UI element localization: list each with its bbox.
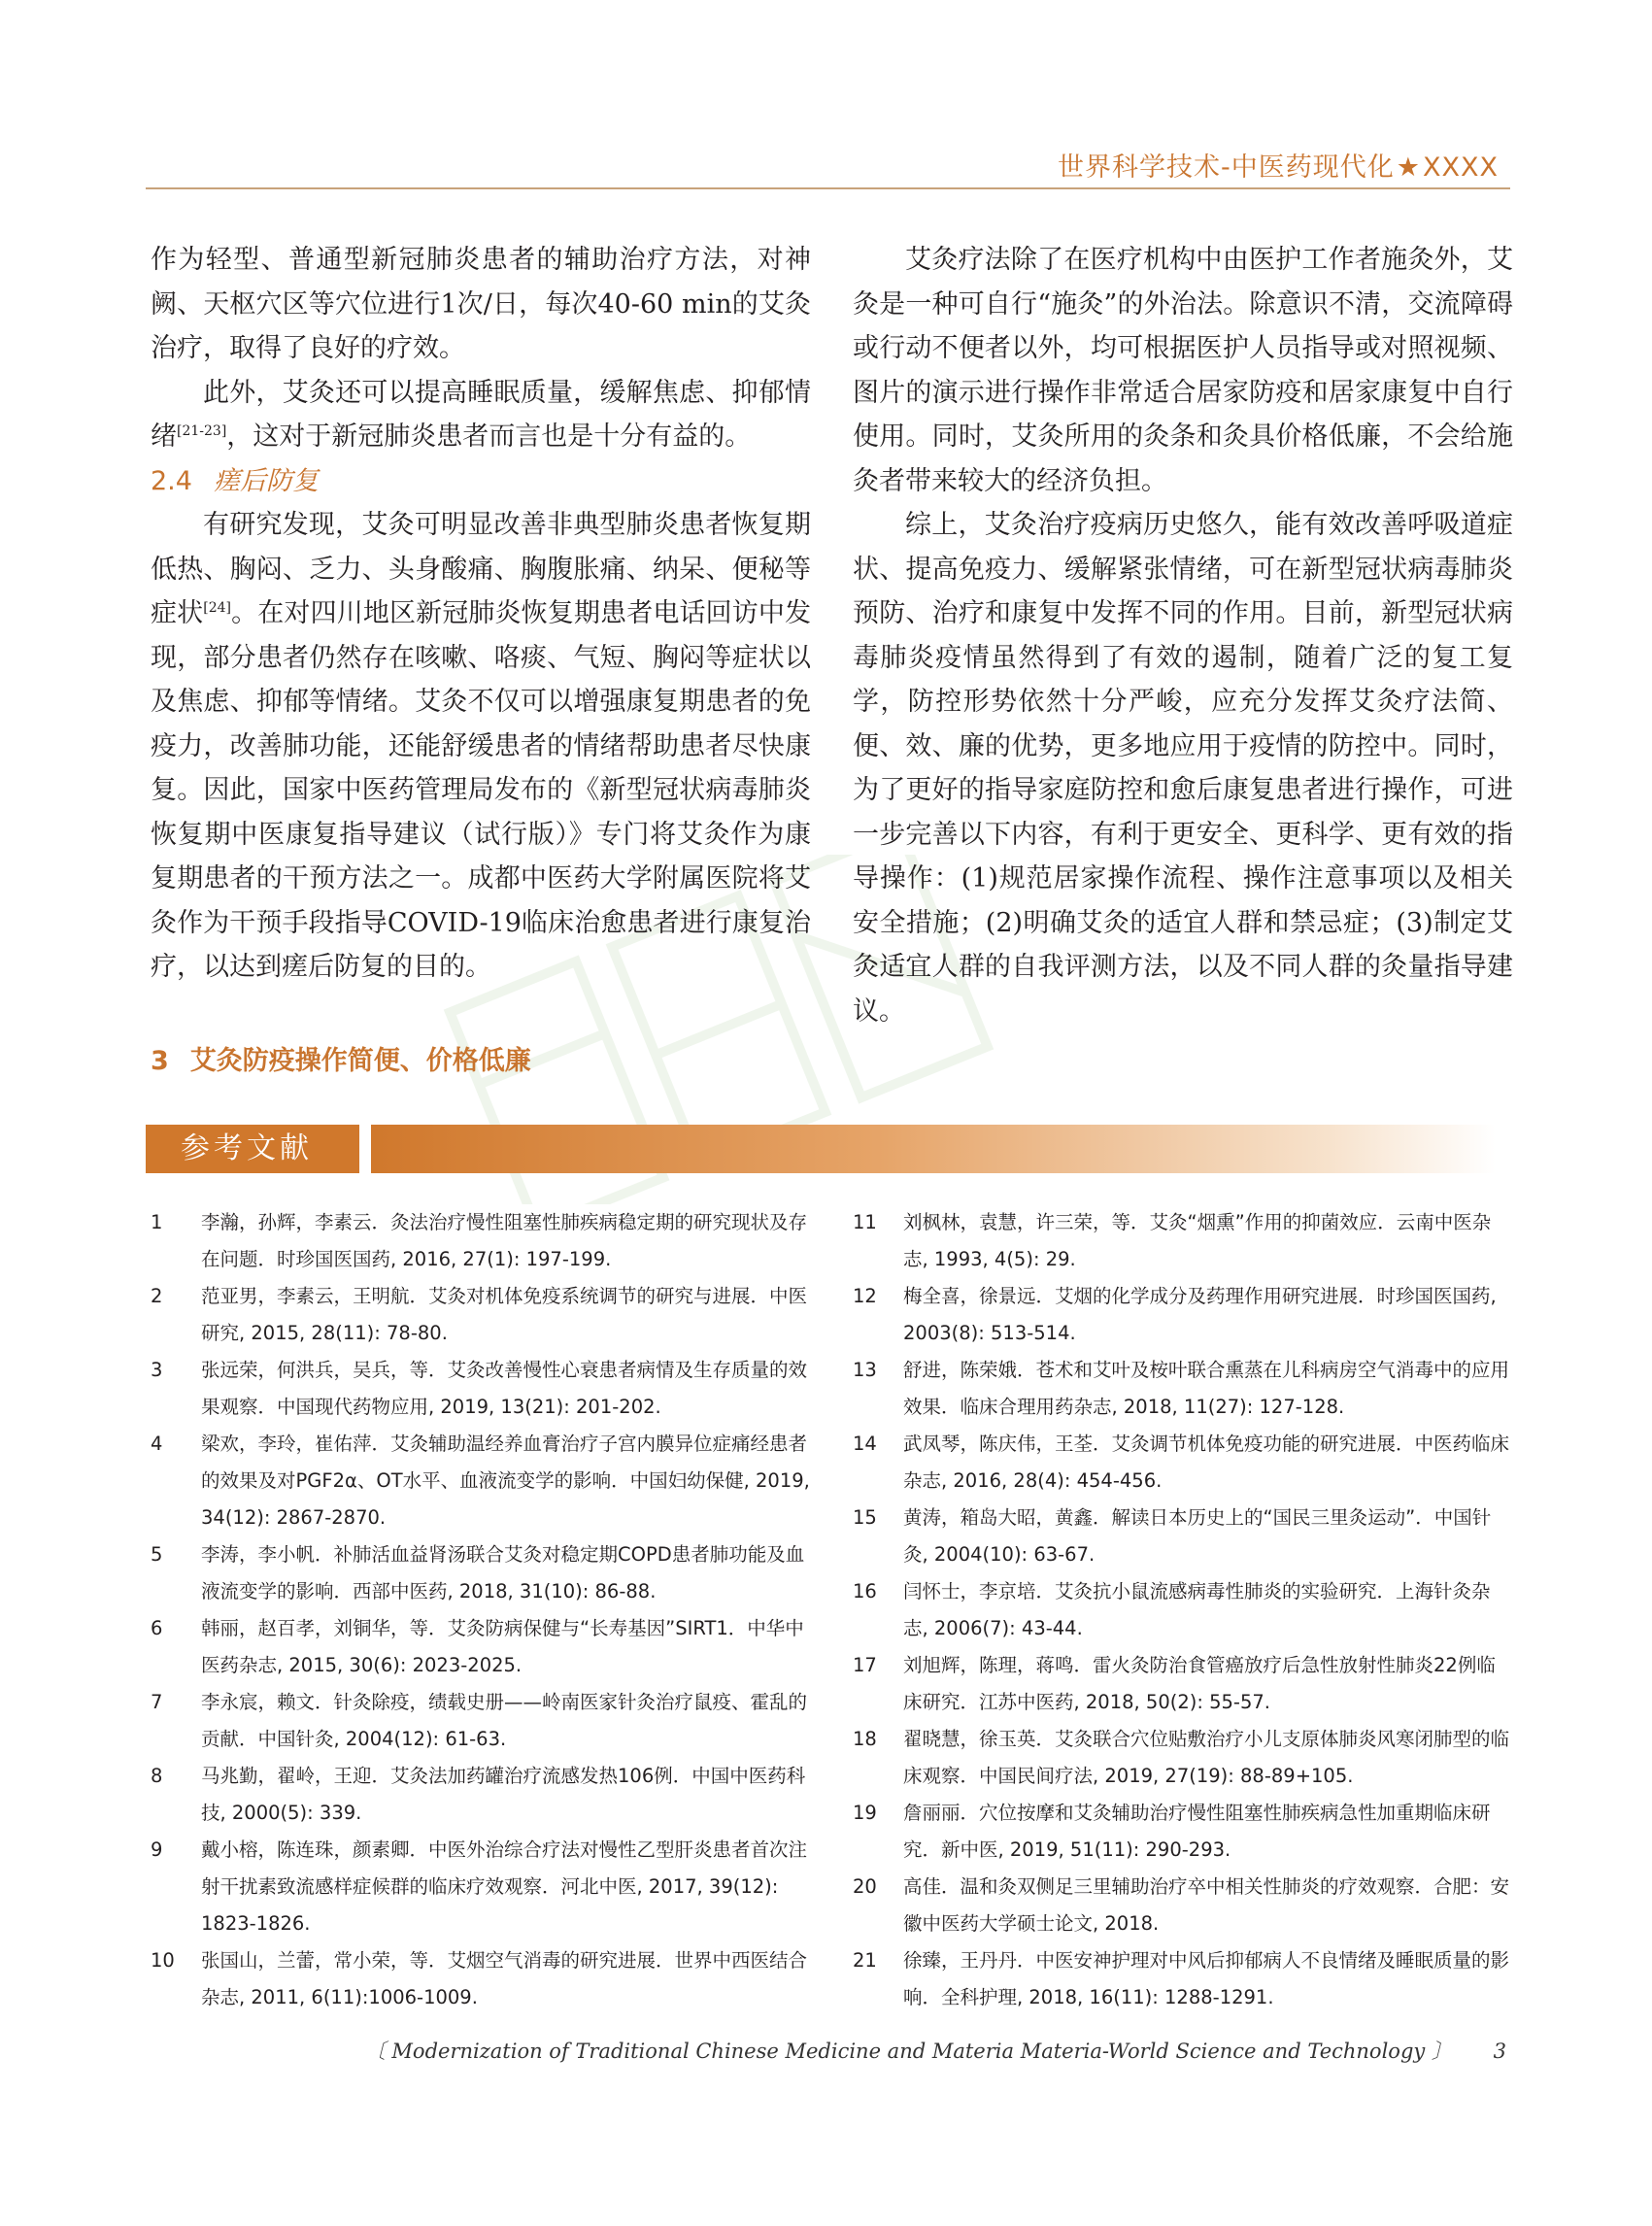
right-paragraph-2: 综上，艾灸治疗疫病历史悠久，能有效改善呼吸道症状、提高免疫力、缓解紧张情绪，可在新型冠状病毒肺炎预防、治疗和康复中发挥不同的作用。目前，新型冠状病毒肺炎疫情虽然得到了有效的遏制，随着广泛的复工复学，防控形势依然十分严峻，应充分发挥艾灸疗法简、便、效、廉的优势，更多地应用于疫情的防控中。同时，为了更好的指导家庭防控和愈后康复患者进行操作，可进一步完善以下内容，有利于更安全、更科学、更有效的指导操作：(1)规范居家操作流程、操作注意事项以及相关安全措施；(2)明确艾灸的适宜人群和禁忌症；(3)制定艾灸适宜人群的自我评测方法，以及不同人群的灸量指导建议。 <box>853 510 1513 1027</box>
reference-item <box>853 1278 1513 1352</box>
reference-number: 11 <box>853 1211 877 1233</box>
reference-text: 武凤琴，陈庆伟，王荃．艾灸调节机体免疫功能的研究进展．中医药临床杂志, 2016, 28(4): 454-456. <box>903 1433 1510 1492</box>
banner-gradient-bar <box>371 1125 1496 1173</box>
reference-text: 梁欢，李玲，崔佑萍．艾灸辅助温经养血膏治疗子宫内膜异位症痛经患者的效果及对PGF2α、OT水平、血液流变学的影响．中国妇幼保健, 2019, 34(12): 2867-2870. <box>201 1433 810 1529</box>
reference-item <box>853 1426 1513 1500</box>
reference-item <box>853 1721 1513 1795</box>
reference-number: 20 <box>853 1875 877 1898</box>
page-footer: 〔 Modernization of Traditional Chinese Medicine and Materia Materia-World Science and Technology 〕 3 <box>364 2040 1506 2063</box>
reference-item <box>151 1352 811 1426</box>
header-journal-title: 世界科学技术-中医药现代化 <box>1058 152 1395 183</box>
reference-text: 张国山，兰蕾，常小荣，等．艾烟空气消毒的研究进展．世界中西医结合杂志, 2011, 6(11):1006-1009. <box>201 1949 808 2008</box>
reference-item <box>151 1758 811 1832</box>
references-left-column <box>151 1204 811 2016</box>
left-body-column <box>151 238 811 990</box>
reference-number: 14 <box>853 1433 877 1455</box>
reference-item <box>853 1647 1513 1721</box>
right-body-column <box>853 238 1513 1033</box>
reference-number: 8 <box>151 1765 163 1787</box>
reference-item <box>151 1684 811 1758</box>
reference-item <box>151 1942 811 2016</box>
citation[interactable]: [21-23] <box>177 423 227 439</box>
reference-number: 5 <box>151 1543 163 1566</box>
reference-number: 1 <box>151 1211 163 1233</box>
left-paragraph-3: 有研究发现，艾灸可明显改善非典型肺炎患者恢复期低热、胸闷、乏力、头身酸痛、胸腹胀痛、纳呆、便秘等症状[24]。在对四川地区新冠肺炎恢复期患者电话回访中发现，部分患者仍然存在咳嗽、咯痰、气短、胸闷等症状以及焦虑、抑郁等情绪。艾灸不仅可以增强康复期患者的免疫力，改善肺功能，还能舒缓患者的情绪帮助患者尽快康复。因此，国家中医药管理局发布的《新型冠状病毒肺炎恢复期中医康复指导建议（试行版）》专门将艾灸作为康复期患者的干预方法之一。成都中医药大学附属医院将艾灸作为干预手段指导COVID-19临床治愈患者进行康复治疗，以达到瘥后防复的目的。 <box>151 510 812 982</box>
reference-item <box>151 1610 811 1684</box>
reference-item <box>853 1869 1513 1942</box>
reference-text: 徐臻，王丹丹．中医安神护理对中风后抑郁病人不良情绪及睡眠质量的影响．全科护理, 2018, 16(11): 1288-1291. <box>903 1949 1510 2008</box>
reference-text: 李瀚，孙辉，李素云．灸法治疗慢性阻塞性肺疾病稳定期的研究现状及存在问题．时珍国医国药, 2016, 27(1): 197-199. <box>201 1211 808 1270</box>
references-heading: 参考文献 <box>146 1125 359 1173</box>
running-header <box>1058 146 1499 184</box>
reference-number: 16 <box>853 1580 877 1602</box>
reference-number: 10 <box>151 1949 175 1972</box>
reference-text: 詹丽丽．穴位按摩和艾灸辅助治疗慢性阻塞性肺疾病急性加重期临床研究．新中医, 2019, 51(11): 290-293. <box>903 1802 1491 1861</box>
reference-text: 马兆勤，翟岭，王迎．艾灸法加药罐治疗流感发热106例．中国中医药科技, 2000(5): 339. <box>201 1765 806 1824</box>
references-right-column <box>853 1204 1513 2016</box>
reference-text: 黄涛，箱岛大昭，黄鑫．解读日本历史上的“国民三里灸运动”．中国针灸, 2004(10): 63-67. <box>903 1506 1492 1566</box>
reference-text: 舒进，陈荣娥．苍术和艾叶及桉叶联合熏蒸在儿科病房空气消毒中的应用效果．临床合理用药杂志, 2018, 11(27): 127-128. <box>903 1359 1510 1418</box>
star-icon: ★ <box>1396 152 1421 183</box>
reference-text: 张远荣，何洪兵，吴兵，等．艾灸改善慢性心衰患者病情及生存质量的效果观察．中国现代药物应用, 2019, 13(21): 201-202. <box>201 1359 808 1418</box>
reference-text: 李永宸，赖文．针灸除疫，绩载史册——岭南医家针灸治疗鼠疫、霍乱的贡献．中国针灸, 2004(12): 61-63. <box>201 1691 808 1750</box>
reference-item <box>853 1204 1513 1278</box>
reference-item <box>853 1795 1513 1869</box>
reference-number: 9 <box>151 1838 163 1861</box>
reference-item <box>151 1536 811 1610</box>
reference-number: 2 <box>151 1285 163 1307</box>
reference-text: 翟晓慧，徐玉英．艾灸联合穴位贴敷治疗小儿支原体肺炎风寒闭肺型的临床观察．中国民间疗法, 2019, 27(19): 88-89+105. <box>903 1728 1510 1787</box>
page-number: 3 <box>1493 2040 1506 2063</box>
reference-number: 15 <box>853 1506 877 1529</box>
reference-text: 梅全喜，徐景远．艾烟的化学成分及药理作用研究进展．时珍国医国药, 2003(8): 513-514. <box>903 1285 1497 1344</box>
left-paragraph-1: 作为轻型、普通型新冠肺炎患者的辅助治疗方法，对神阙、天枢穴区等穴位进行1次/日，每次40-60 min的艾灸治疗，取得了良好的疗效。 <box>151 245 811 363</box>
reference-text: 闫怀士，李京培．艾灸抗小鼠流感病毒性肺炎的实验研究．上海针灸杂志, 2006(7): 43-44. <box>903 1580 1491 1639</box>
reference-item <box>853 1942 1513 2016</box>
reference-text: 戴小榕，陈连珠，颜素卿．中医外治综合疗法对慢性乙型肝炎患者首次注射干扰素致流感样症候群的临床疗效观察．河北中医, 2017, 39(12): 1823-1826. <box>201 1838 808 1935</box>
reference-item <box>853 1352 1513 1426</box>
reference-text: 范亚男，李素云，王明航．艾灸对机体免疫系统调节的研究与进展．中医研究, 2015, 28(11): 78-80. <box>201 1285 808 1344</box>
reference-item <box>151 1426 811 1536</box>
citation[interactable]: [24] <box>203 600 232 616</box>
reference-number: 17 <box>853 1654 877 1676</box>
header-volume: XXXX <box>1423 152 1499 183</box>
footer-journal-name: Modernization of Traditional Chinese Medicine and Materia Materia-World Science and Technology <box>391 2040 1426 2063</box>
reference-number: 18 <box>853 1728 877 1750</box>
reference-item <box>151 1204 811 1278</box>
section-heading-3: 3 艾灸防疫操作简便、价格低廉 <box>151 1046 531 1076</box>
reference-text: 李涛，李小帆．补肺活血益肾汤联合艾灸对稳定期COPD患者肺功能及血液流变学的影响．西部中医药, 2018, 31(10): 86-88. <box>201 1543 805 1602</box>
reference-number: 7 <box>151 1691 163 1713</box>
reference-number: 3 <box>151 1359 163 1381</box>
reference-item <box>151 1832 811 1942</box>
reference-number: 21 <box>853 1949 877 1972</box>
reference-text: 高佳．温和灸双侧足三里辅助治疗卒中相关性肺炎的疗效观察．合肥：安徽中医药大学硕士论文, 2018. <box>903 1875 1510 1935</box>
header-divider <box>146 187 1510 189</box>
reference-number: 12 <box>853 1285 877 1307</box>
references-banner <box>146 1125 1496 1173</box>
subsection-heading-2-4: 2.4 瘥后防复 <box>151 465 319 496</box>
reference-item <box>853 1500 1513 1573</box>
reference-number: 4 <box>151 1433 163 1455</box>
reference-number: 6 <box>151 1617 163 1639</box>
reference-number: 19 <box>853 1802 877 1824</box>
right-paragraph-1: 艾灸疗法除了在医疗机构中由医护工作者施灸外，艾灸是一种可自行“施灸”的外治法。除意识不清，交流障碍或行动不便者以外，均可根据医护人员指导或对照视频、图片的演示进行操作非常适合居家防疫和居家康复中自行使用。同时，艾灸所用的灸条和灸具价格低廉，不会给施灸者带来较大的经济负担。 <box>853 245 1513 496</box>
reference-item <box>151 1278 811 1352</box>
reference-text: 刘枫林，袁慧，许三荣，等．艾灸“烟熏”作用的抑菌效应．云南中医杂志, 1993, 4(5): 29. <box>903 1211 1492 1270</box>
reference-text: 韩丽，赵百孝，刘铜华，等．艾灸防病保健与“长寿基因”SIRT1．中华中医药杂志, 2015, 30(6): 2023-2025. <box>201 1617 804 1676</box>
reference-number: 13 <box>853 1359 877 1381</box>
reference-item <box>853 1573 1513 1647</box>
left-paragraph-2: 此外，艾灸还可以提高睡眠质量，缓解焦虑、抑郁情绪[21-23]，这对于新冠肺炎患者而言也是十分有益的。 <box>151 377 811 452</box>
reference-text: 刘旭辉，陈理，蒋鸣．雷火灸防治食管癌放疗后急性放射性肺炎22例临床研究．江苏中医药, 2018, 50(2): 55-57. <box>903 1654 1496 1713</box>
